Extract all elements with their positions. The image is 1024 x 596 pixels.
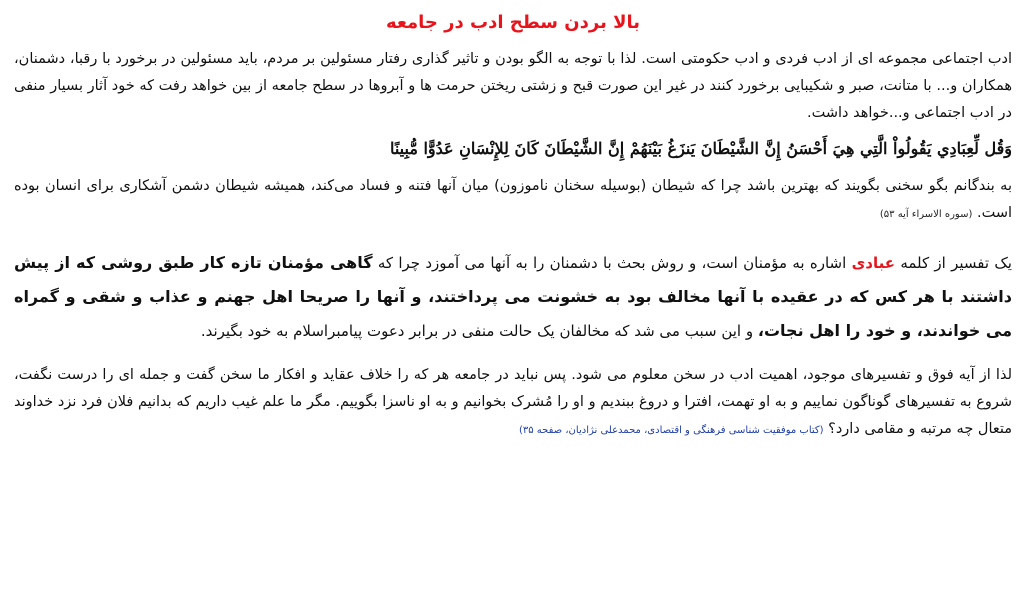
paragraph-intro: ادب اجتماعی مجموعه ای از ادب فردی و ادب حکومتی است. لذا با توجه به الگو بودن و تاثیر گذاری رفتار مسئولین بر مردم، باید مسئولین در برخورد با رقبا، دشمنان، همکاران و... با متانت، صبر و شکیبایی برخورد کنند در غیر این صورت قبح و زشتی ریختن حرمت ها و آبروها در سطح جامعه از بین خواهد رفت که خود آثار بسیار منفی در ادب اجتماعی و...خواهد داشت. [14,51,1012,121]
paragraph-translation [14,173,1012,228]
paragraph-conclusion [14,362,1012,444]
tafsir-bold-text: گاهی مؤمنان تازه کار طبق روشی که از پیش داشتند با هر کس که در عقیده با آنها مخالف بود به خشونت می پرداختند، و آنها را صریحا اهل جهنم و عذاب و شقی و گمراه می خواندند، و خود را اهل نجات، [14,253,1012,340]
paragraph-tafsir [14,246,1012,348]
conclusion-text: لذا از آیه فوق و تفسیرهای موجود، اهمیت ادب در سخن معلوم می شود. پس نباید در جامعه هر که را خلاف عقاید و افکار ما سخن گفت و جمله ای را درست نگفت، شروع به تفسیرهای گوناگون نماییم و به او تهمت، افترا و دروغ ببندیم و او را مُشرک بخوانیم و به او ناسزا بگوییم. مگر ما علم غیب داریم که بدانیم فلان فرد نزد خداوند متعال چه مرتبه و مقامی دارد؟ [14,367,1012,437]
quran-verse: وَقُل لِّعِبَادِي يَقُولُواْ الَّتِي هِيَ أَحْسَنُ إِنَّ الشَّيْطَانَ يَنزَغُ بَيْنَهُمْ إِنَّ الشَّيْطَانَ كَانَ لِلإِنْسَانِ عَدُوًّا مُّبِينًا [389,139,1012,158]
tafsir-text-b: اشاره به مؤمنان است، و روش بحث با دشمنان را به آنها می آموزد چرا که [377,254,847,272]
highlighted-word: عبادی [851,254,896,272]
tafsir-text-c: و این سبب می شد که مخالفان یک حالت منفی در برابر دعوت پیامبراسلام به خود بگیرند. [200,322,754,340]
translation-text: به بندگانم بگو سخنی بگویند که بهترین باشد چرا که شیطان (بوسیله سخنان ناموزون) میان آنها فتنه و فساد می‌کند، همیشه شیطان دشمن آشکاری برای انسان بوده است. [14,178,1012,221]
page-title: بالا بردن سطح ادب در جامعه [385,12,641,33]
verse-reference: (سوره الاسراء آیه ۵۳) [879,209,973,220]
source-citation: (کتاب موفقیت شناسی فرهنگی و اقتصادی، محمدعلی نژادیان، صفحه ۳۵) [518,425,824,436]
tafsir-text-a: یک تفسیر از کلمه [900,254,1012,272]
